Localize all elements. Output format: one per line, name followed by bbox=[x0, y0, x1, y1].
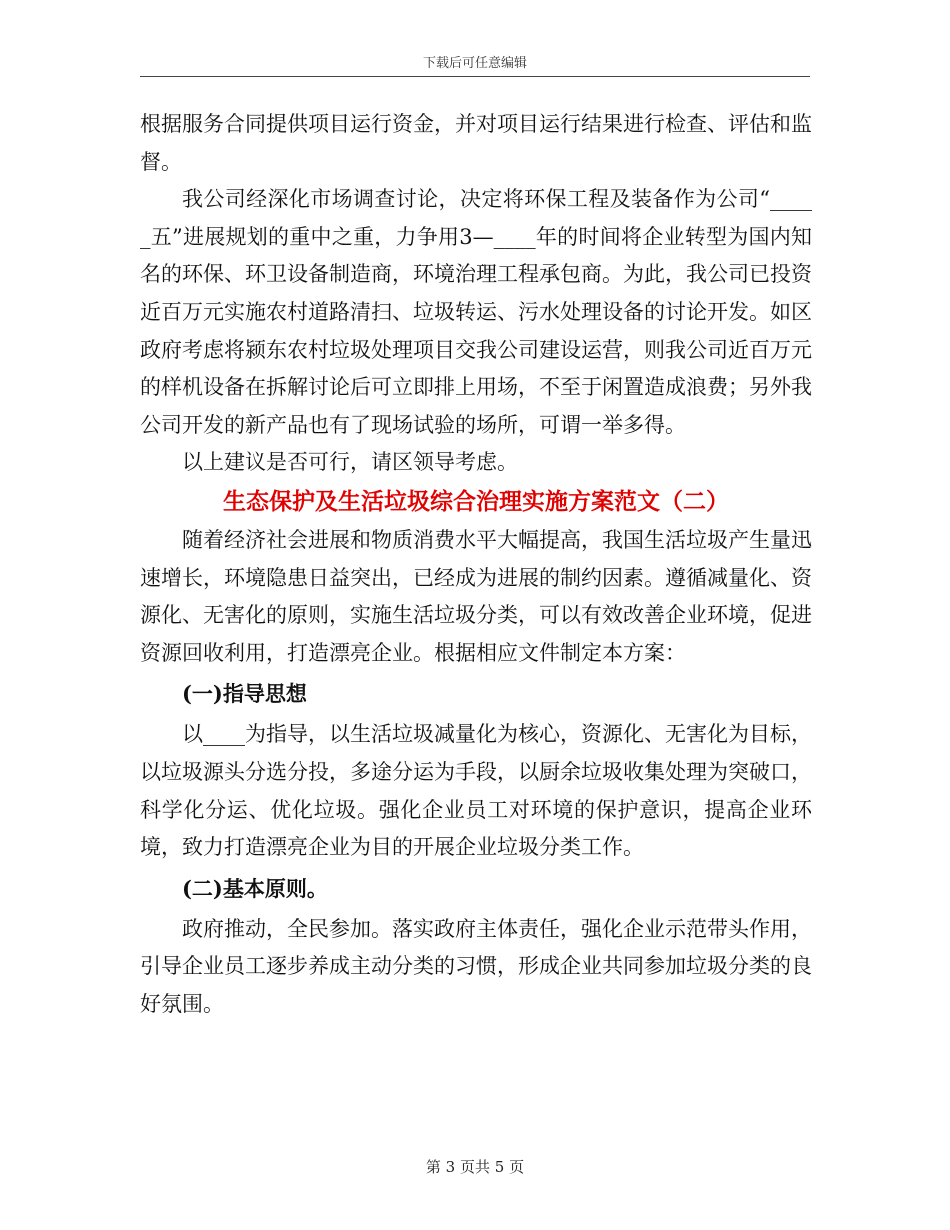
paragraph-3: 以上建议是否可行，请区领导考虑。 bbox=[182, 450, 518, 475]
page-header: 下载后可任意编辑 bbox=[422, 56, 527, 71]
paragraph-2: 我公司经深化市场调查讨论，决定将环保工程及装备作为公司“_____五”进展规划的重中之重，力争用3—____年的时间将企业转型为国内知名的环保、环卫设备制造商，环境治理工程承包商。为此，我公司已投资近百万元实施农村道路清扫、垃圾转运、污水处理设备的讨论开发。如区政府考虑将颍东农村垃圾处理项目交我公司建设运营，则我公司近百万元的样机设备在拆解讨论后可立即排上用场，不至于闲置造成浪费；另外我公司开发的新产品也有了现场试验的场所，可谓一举多得。 bbox=[140, 187, 812, 437]
paragraph-4: 随着经济社会进展和物质消费水平大幅提高，我国生活垃圾产生量迅速增长，环境隐患日益突出，已经成为进展的制约因素。遵循减量化、资源化、无害化的原则，实施生活垃圾分类，可以有效改善企业环境，促进资源回收利用，打造漂亮企业。根据相应文件制定本方案： bbox=[140, 527, 812, 665]
document-body bbox=[140, 106, 812, 1023]
paragraph-6: 政府推动，全民参加。落实政府主体责任，强化企业示范带头作用，引导企业员工逐步养成主动分类的习惯，形成企业共同参加垃圾分类的良好氛围。 bbox=[140, 916, 812, 1016]
section-title: 生态保护及生活垃圾综合治理实施方案范文（二） bbox=[223, 487, 729, 515]
header-divider bbox=[140, 76, 810, 77]
paragraph-1: 根据服务合同提供项目运行资金，并对项目运行结果进行检查、评估和监督。 bbox=[140, 112, 812, 174]
subheading-basic-principles: (二)基本原则。 bbox=[182, 875, 328, 901]
subheading-guiding-ideology: (一)指导思想 bbox=[182, 681, 307, 707]
page-number: 第 3 页共 5 页 bbox=[425, 1158, 525, 1176]
paragraph-5: 以____为指导，以生活垃圾减量化为核心，资源化、无害化为目标，以垃圾源头分选分投，多途分运为手段，以厨余垃圾收集处理为突破口，科学化分运、优化垃圾。强化企业员工对环境的保护意识，提高企业环境，致力打造漂亮企业为目的开展企业垃圾分类工作。 bbox=[140, 722, 812, 860]
